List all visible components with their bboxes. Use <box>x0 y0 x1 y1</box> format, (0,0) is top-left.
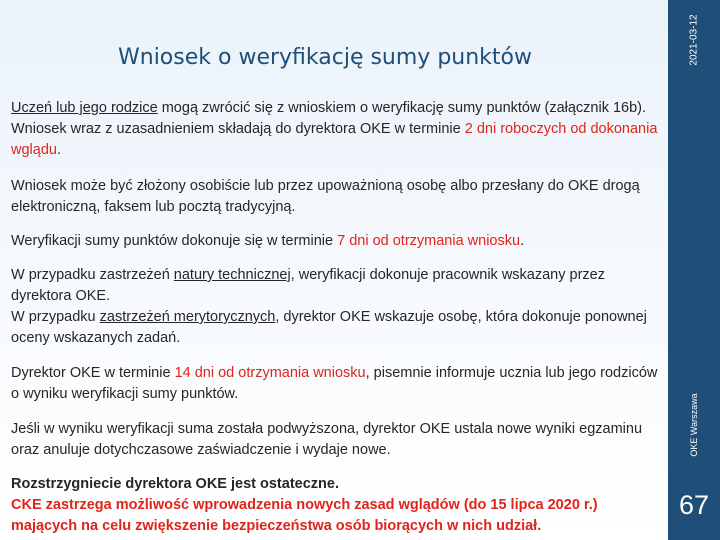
paragraph-text: . <box>56 142 61 158</box>
paragraph-text: W przypadku <box>11 309 100 325</box>
paragraph-text: Weryfikacji sumy punktów dokonuje się w terminie <box>11 233 338 249</box>
paragraph-text: , pisemnie informuje ucznia lub jego rodziców o wyniku weryfikacji sumy punktów. <box>11 365 658 402</box>
paragraph-new-results <box>11 419 661 461</box>
page-number: 67 <box>678 490 710 520</box>
slide-date: 2021-03-12 <box>688 14 700 66</box>
paragraph-submission <box>11 176 661 218</box>
underlined-text: natury technicznej <box>173 267 291 283</box>
paragraph-director-response <box>11 363 661 405</box>
paragraph-text: Wniosek może być złożony osobiście lub przez upoważnioną osobę albo przesłany do OKE drogą elektroniczną, faksem lub pocztą tradycyjną. <box>11 178 640 215</box>
paragraph-final-decision <box>11 474 661 537</box>
paragraph-text: Jeśli w wyniku weryfikacji suma została podwyższona, dyrektor OKE ustala nowe wyniki egzaminu oraz anuluje dotychczasowe zaświadczenie i wydaje nowe. <box>11 421 643 458</box>
underlined-text: Uczeń lub jego rodzice <box>11 100 158 116</box>
paragraph-text: , weryfikacji dokonuje pracownik wskazany przez dyrektora OKE. <box>11 267 605 304</box>
organization-label: OKE Warszawa <box>689 393 699 457</box>
paragraph-text: mogą zwrócić się z wnioskiem o weryfikację sumy punktów (załącznik 16b). Wniosek wraz z uzasadnieniem składają do dyrektora OKE w terminie <box>11 100 647 137</box>
underlined-text: zastrzeżeń merytorycznych <box>99 309 276 325</box>
cke-notice: CKE zastrzega możliwość wprowadzenia nowych zasad wglądów (do 15 lipca 2020 r.) mających na celu zwiększenie bezpieczeństwa osób biorących w nich udział. <box>11 497 598 534</box>
sidebar-bar <box>668 0 720 540</box>
final-decision-text: Rozstrzygniecie dyrektora OKE jest ostateczne. <box>11 476 339 492</box>
paragraph-text: , dyrektor OKE wskazuje osobę, która dokonuje ponownej oceny wskazanych zadań. <box>11 309 647 346</box>
deadline-highlight: 7 dni od otrzymania wniosku <box>337 233 521 249</box>
paragraph-verification-deadline <box>11 231 661 252</box>
paragraph-objections <box>11 265 661 349</box>
paragraph-text: Dyrektor OKE w terminie <box>11 365 175 381</box>
paragraph-text: W przypadku zastrzeżeń <box>11 267 174 283</box>
deadline-highlight: 14 dni od otrzymania wniosku <box>174 365 366 381</box>
deadline-highlight: 2 dni roboczych od dokonania wglądu <box>11 121 658 158</box>
paragraph-request <box>11 98 661 161</box>
paragraph-text: . <box>520 233 525 249</box>
page-title: Wniosek o weryfikację sumy punktów <box>118 45 532 70</box>
